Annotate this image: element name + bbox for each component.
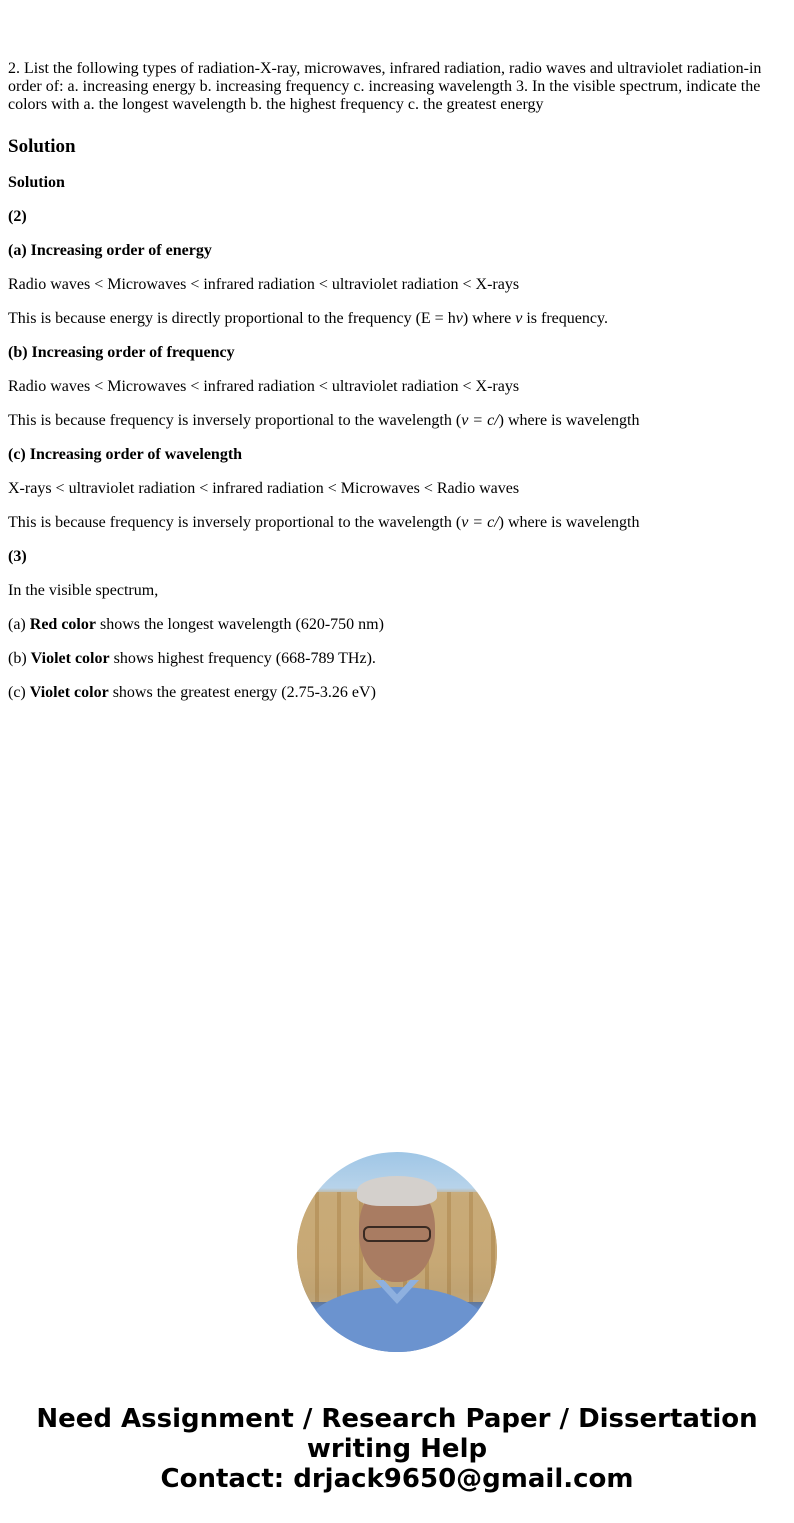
- solution-label: Solution: [8, 174, 65, 191]
- energy-order-heading: (a) Increasing order of energy: [8, 242, 212, 259]
- footer-contact: Contact: drjack9650@gmail.com: [160, 1464, 634, 1494]
- footer-promo: [0, 1404, 794, 1494]
- formula: v = c/: [461, 514, 499, 531]
- answer-color: Red color: [29, 616, 96, 633]
- frequency-order-reason: [8, 412, 778, 430]
- reason-text: This is because energy is directly proportional to the frequency (E = h: [8, 310, 456, 327]
- wavelength-order-reason: [8, 514, 778, 532]
- answer-color: Violet color: [30, 650, 110, 667]
- part-3-label: (3): [8, 548, 27, 565]
- highest-frequency-answer: [8, 650, 778, 668]
- frequency-order-list: Radio waves < Microwaves < infrared radiation < ultraviolet radiation < X-rays: [8, 378, 520, 395]
- footer: [0, 1152, 794, 1494]
- frequency-order-heading: (b) Increasing order of frequency: [8, 344, 235, 361]
- reason-text: This is because frequency is inversely proportional to the wavelength (: [8, 412, 462, 429]
- footer-line-1: Need Assignment / Research Paper / Dissertation: [36, 1404, 758, 1434]
- answer-color: Violet color: [29, 684, 109, 701]
- answer-text: shows the longest wavelength (620-750 nm): [95, 616, 384, 633]
- greatest-energy-answer: [8, 684, 778, 702]
- wavelength-order-list: X-rays < ultraviolet radiation < infrared radiation < Microwaves < Radio waves: [8, 480, 520, 497]
- energy-order-list: Radio waves < Microwaves < infrared radiation < ultraviolet radiation < X-rays: [8, 276, 520, 293]
- energy-order-reason: [8, 310, 778, 328]
- nu-symbol: v: [515, 310, 523, 327]
- longest-wavelength-answer: [8, 616, 778, 634]
- reason-text: ) where is wavelength: [498, 412, 640, 429]
- answer-text: shows the greatest energy (2.75-3.26 eV): [108, 684, 376, 701]
- footer-line-2: writing Help: [306, 1434, 488, 1464]
- answer-prefix: (b): [8, 650, 31, 667]
- part-2-label: (2): [8, 208, 27, 225]
- wavelength-order-heading: (c) Increasing order of wavelength: [8, 446, 243, 463]
- question-text: 2. List the following types of radiation-X-ray, microwaves, infrared radiation, radio waves and ultraviolet radiation-in order of: a. increasing energy b. increasing frequency c. increasing wavelength 3. In the visible spectrum, indicate the colors with a. the longest wavelength b. the highest frequency c. the greatest energy: [8, 60, 762, 113]
- avatar: [297, 1152, 497, 1352]
- solution-heading: Solution: [8, 136, 76, 157]
- answer-prefix: (c): [8, 684, 30, 701]
- reason-text: ) where is wavelength: [498, 514, 640, 531]
- avatar-hair: [357, 1176, 437, 1206]
- nu-symbol: v: [455, 310, 463, 327]
- reason-text: ) where: [462, 310, 516, 327]
- document-content: [8, 60, 778, 702]
- formula: v = c/: [461, 412, 499, 429]
- answer-prefix: (a): [8, 616, 30, 633]
- reason-text: This is because frequency is inversely proportional to the wavelength (: [8, 514, 462, 531]
- visible-spectrum-intro: In the visible spectrum,: [8, 582, 159, 599]
- answer-text: shows highest frequency (668-789 THz).: [109, 650, 376, 667]
- avatar-glasses: [363, 1226, 431, 1242]
- reason-text: is frequency.: [522, 310, 608, 327]
